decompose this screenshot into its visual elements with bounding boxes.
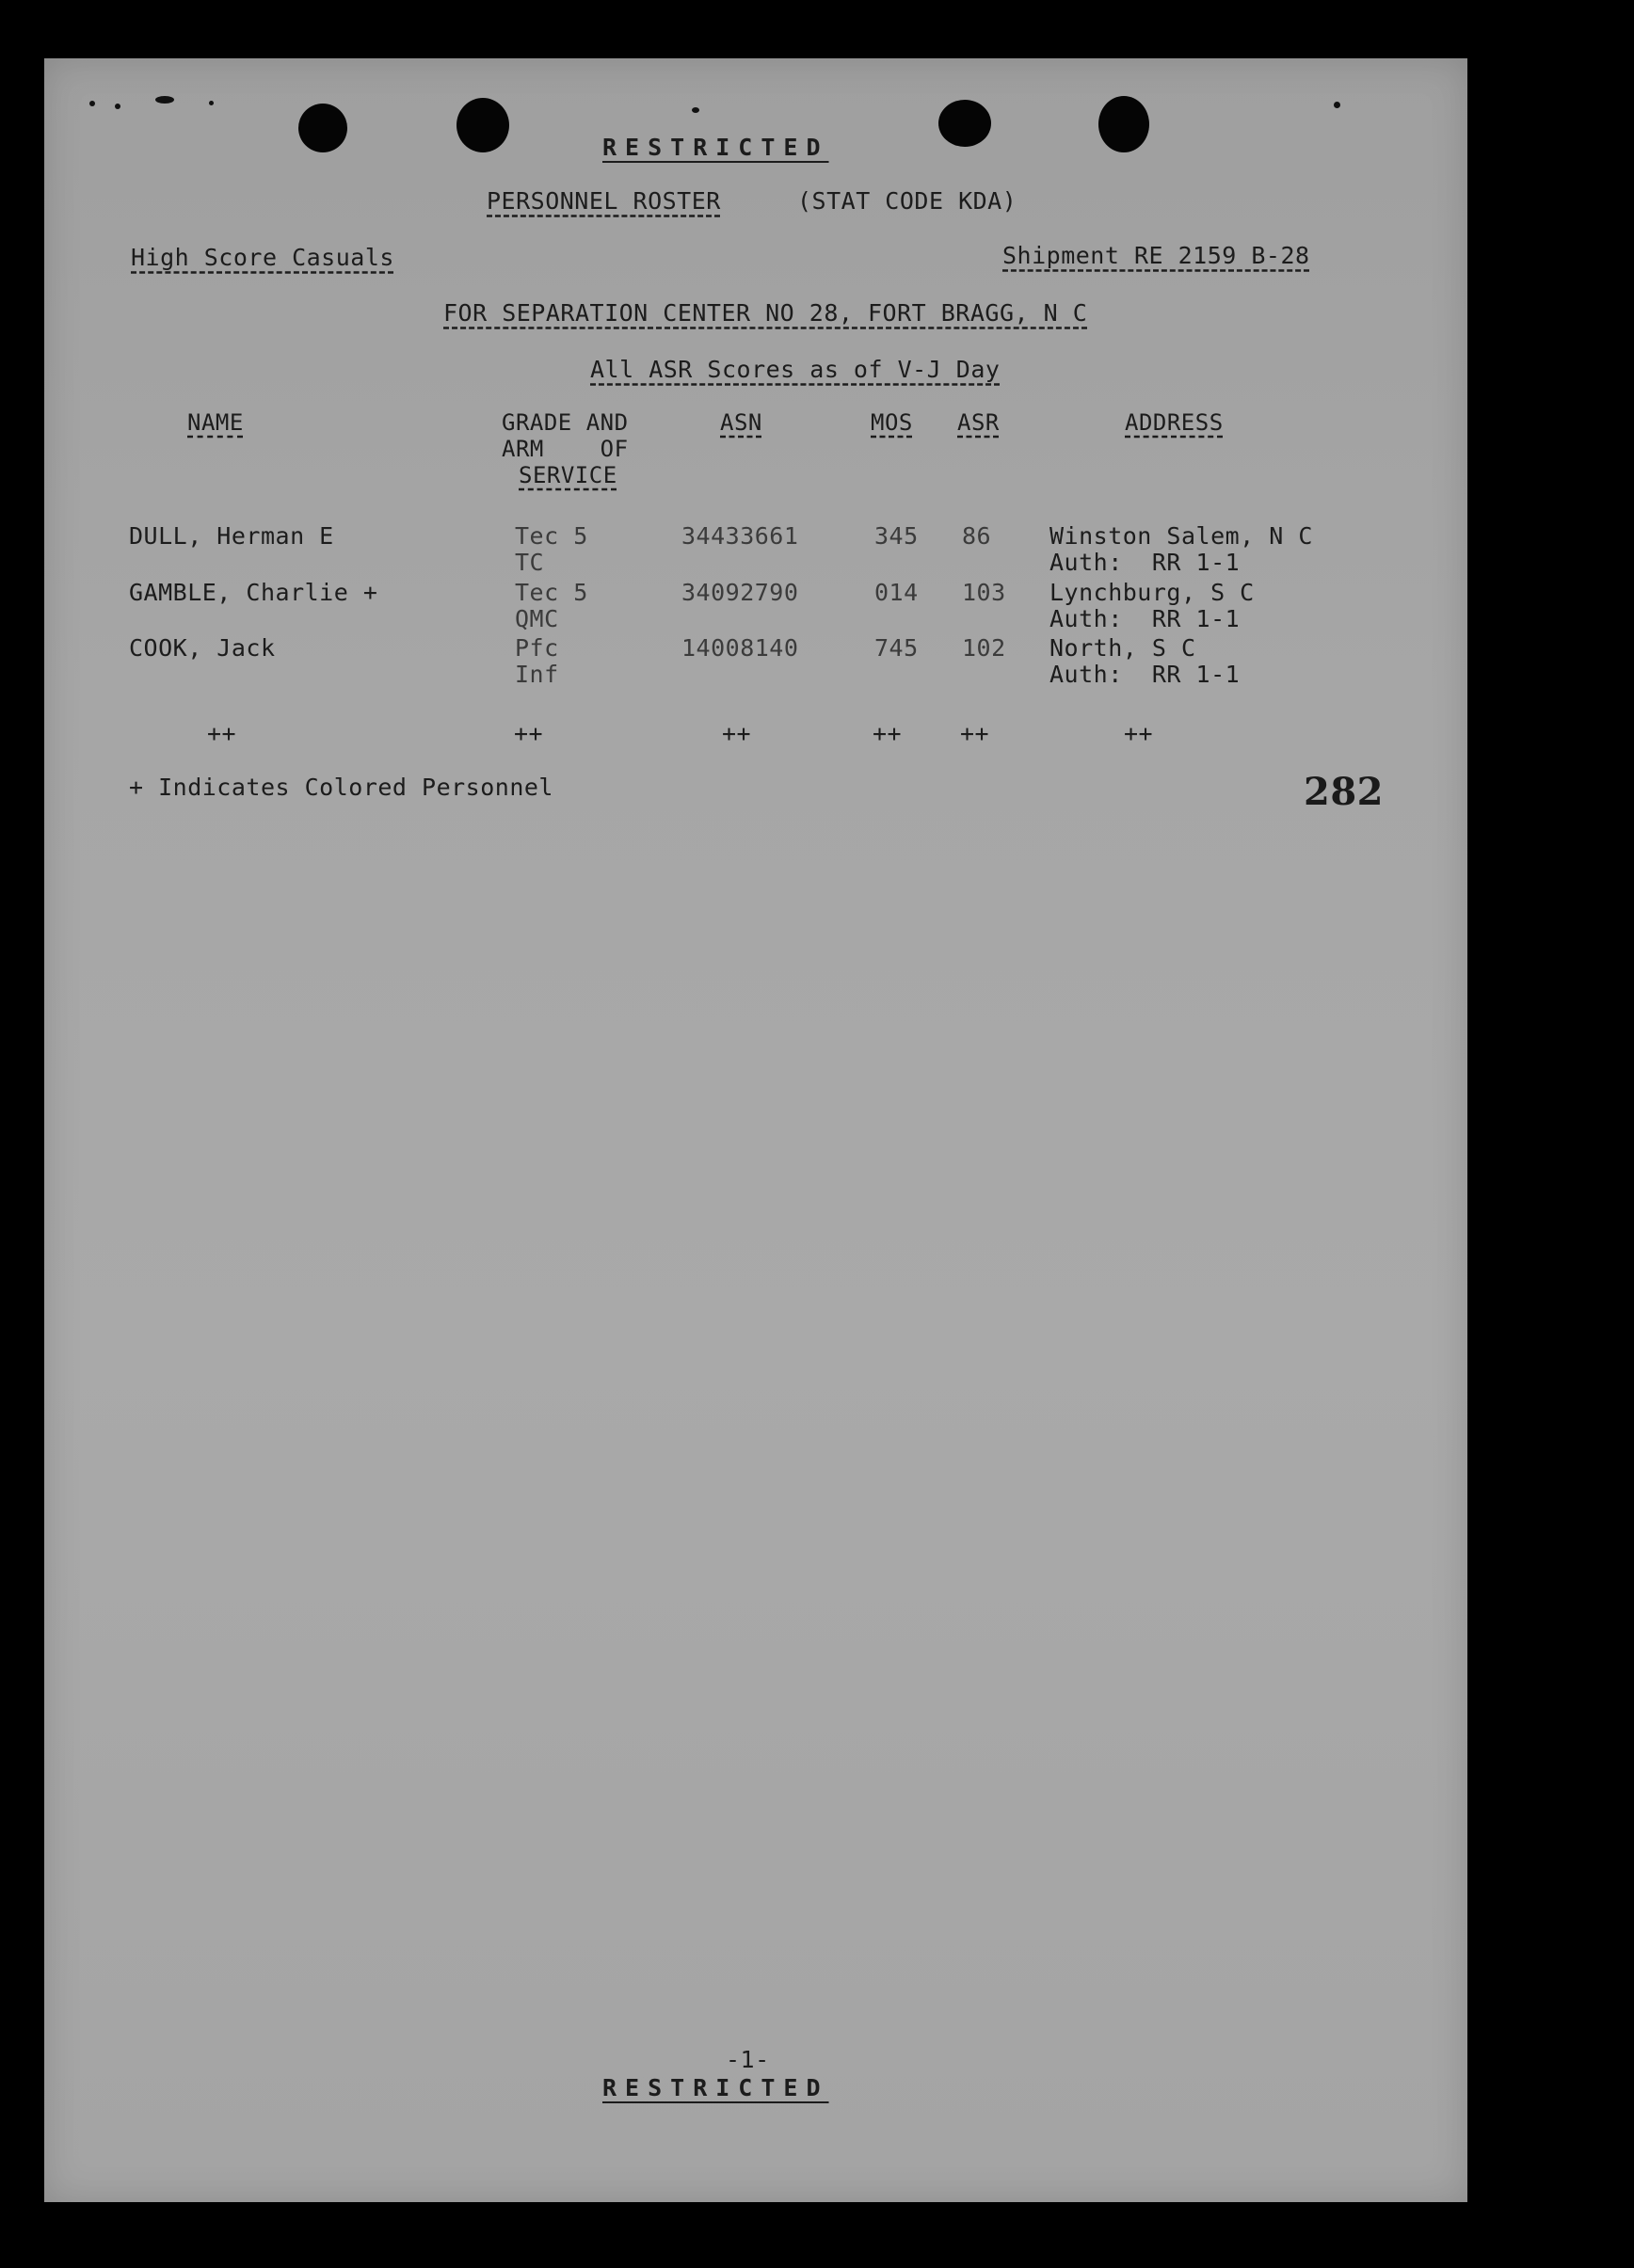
roster-auth: Auth: RR 1-1 [1049, 661, 1241, 688]
roster-name: GAMBLE, Charlie + [129, 579, 378, 606]
roster-address: Lynchburg, S C [1049, 579, 1255, 606]
roster-name: DULL, Herman E [129, 522, 334, 550]
column-header-grade: GRADE AND [502, 409, 629, 436]
end-mark: ++ [722, 720, 752, 747]
roster-auth: Auth: RR 1-1 [1049, 605, 1241, 632]
end-mark: ++ [207, 720, 237, 747]
punch-hole [298, 104, 347, 152]
end-mark: ++ [873, 720, 903, 747]
column-header-name: NAME [187, 409, 244, 436]
roster-auth: Auth: RR 1-1 [1049, 549, 1241, 576]
page-number: -1- [726, 2046, 770, 2073]
column-header-address: ADDRESS [1125, 409, 1224, 436]
roster-mos: 014 [874, 579, 919, 606]
end-mark: ++ [960, 720, 990, 747]
roster-asn: 34433661 [681, 522, 799, 550]
roster-name: COOK, Jack [129, 634, 276, 662]
roster-grade: Pfc [515, 634, 559, 662]
roster-arm: QMC [515, 605, 559, 632]
roster-title: PERSONNEL ROSTER [487, 187, 721, 215]
roster-arm: TC [515, 549, 545, 576]
roster-arm: Inf [515, 661, 559, 688]
document-page [44, 58, 1467, 2202]
end-mark: ++ [514, 720, 544, 747]
roster-asn: 34092790 [681, 579, 799, 606]
roster-mos: 345 [874, 522, 919, 550]
roster-asn: 14008140 [681, 634, 799, 662]
roster-grade: Tec 5 [515, 522, 588, 550]
roster-asr: 103 [962, 579, 1006, 606]
score-note: All ASR Scores as of V-J Day [590, 356, 1001, 383]
column-header-arm: ARM OF [502, 436, 629, 462]
column-header-service: SERVICE [519, 462, 617, 488]
column-header-asn: ASN [720, 409, 762, 436]
roster-address: Winston Salem, N C [1049, 522, 1313, 550]
punch-hole [938, 100, 991, 147]
roster-asr: 102 [962, 634, 1006, 662]
end-mark: ++ [1124, 720, 1154, 747]
punch-hole [1098, 96, 1149, 152]
roster-mos: 745 [874, 634, 919, 662]
roster-address: North, S C [1049, 634, 1196, 662]
shipment-label: Shipment RE 2159 B-28 [1002, 242, 1310, 269]
destination-line: FOR SEPARATION CENTER NO 28, FORT BRAGG, N C [443, 299, 1088, 327]
column-header-mos: MOS [871, 409, 913, 436]
roster-grade: Tec 5 [515, 579, 588, 606]
stamp-number: 282 [1304, 770, 1384, 814]
footnote: + Indicates Colored Personnel [129, 774, 553, 801]
classification-top: RESTRICTED [602, 134, 829, 161]
punch-hole [457, 98, 509, 152]
stat-code: (STAT CODE KDA) [797, 187, 1017, 215]
roster-asr: 86 [962, 522, 992, 550]
group-label: High Score Casuals [131, 244, 394, 271]
classification-bottom: RESTRICTED [602, 2074, 829, 2101]
column-header-asr: ASR [957, 409, 1000, 436]
